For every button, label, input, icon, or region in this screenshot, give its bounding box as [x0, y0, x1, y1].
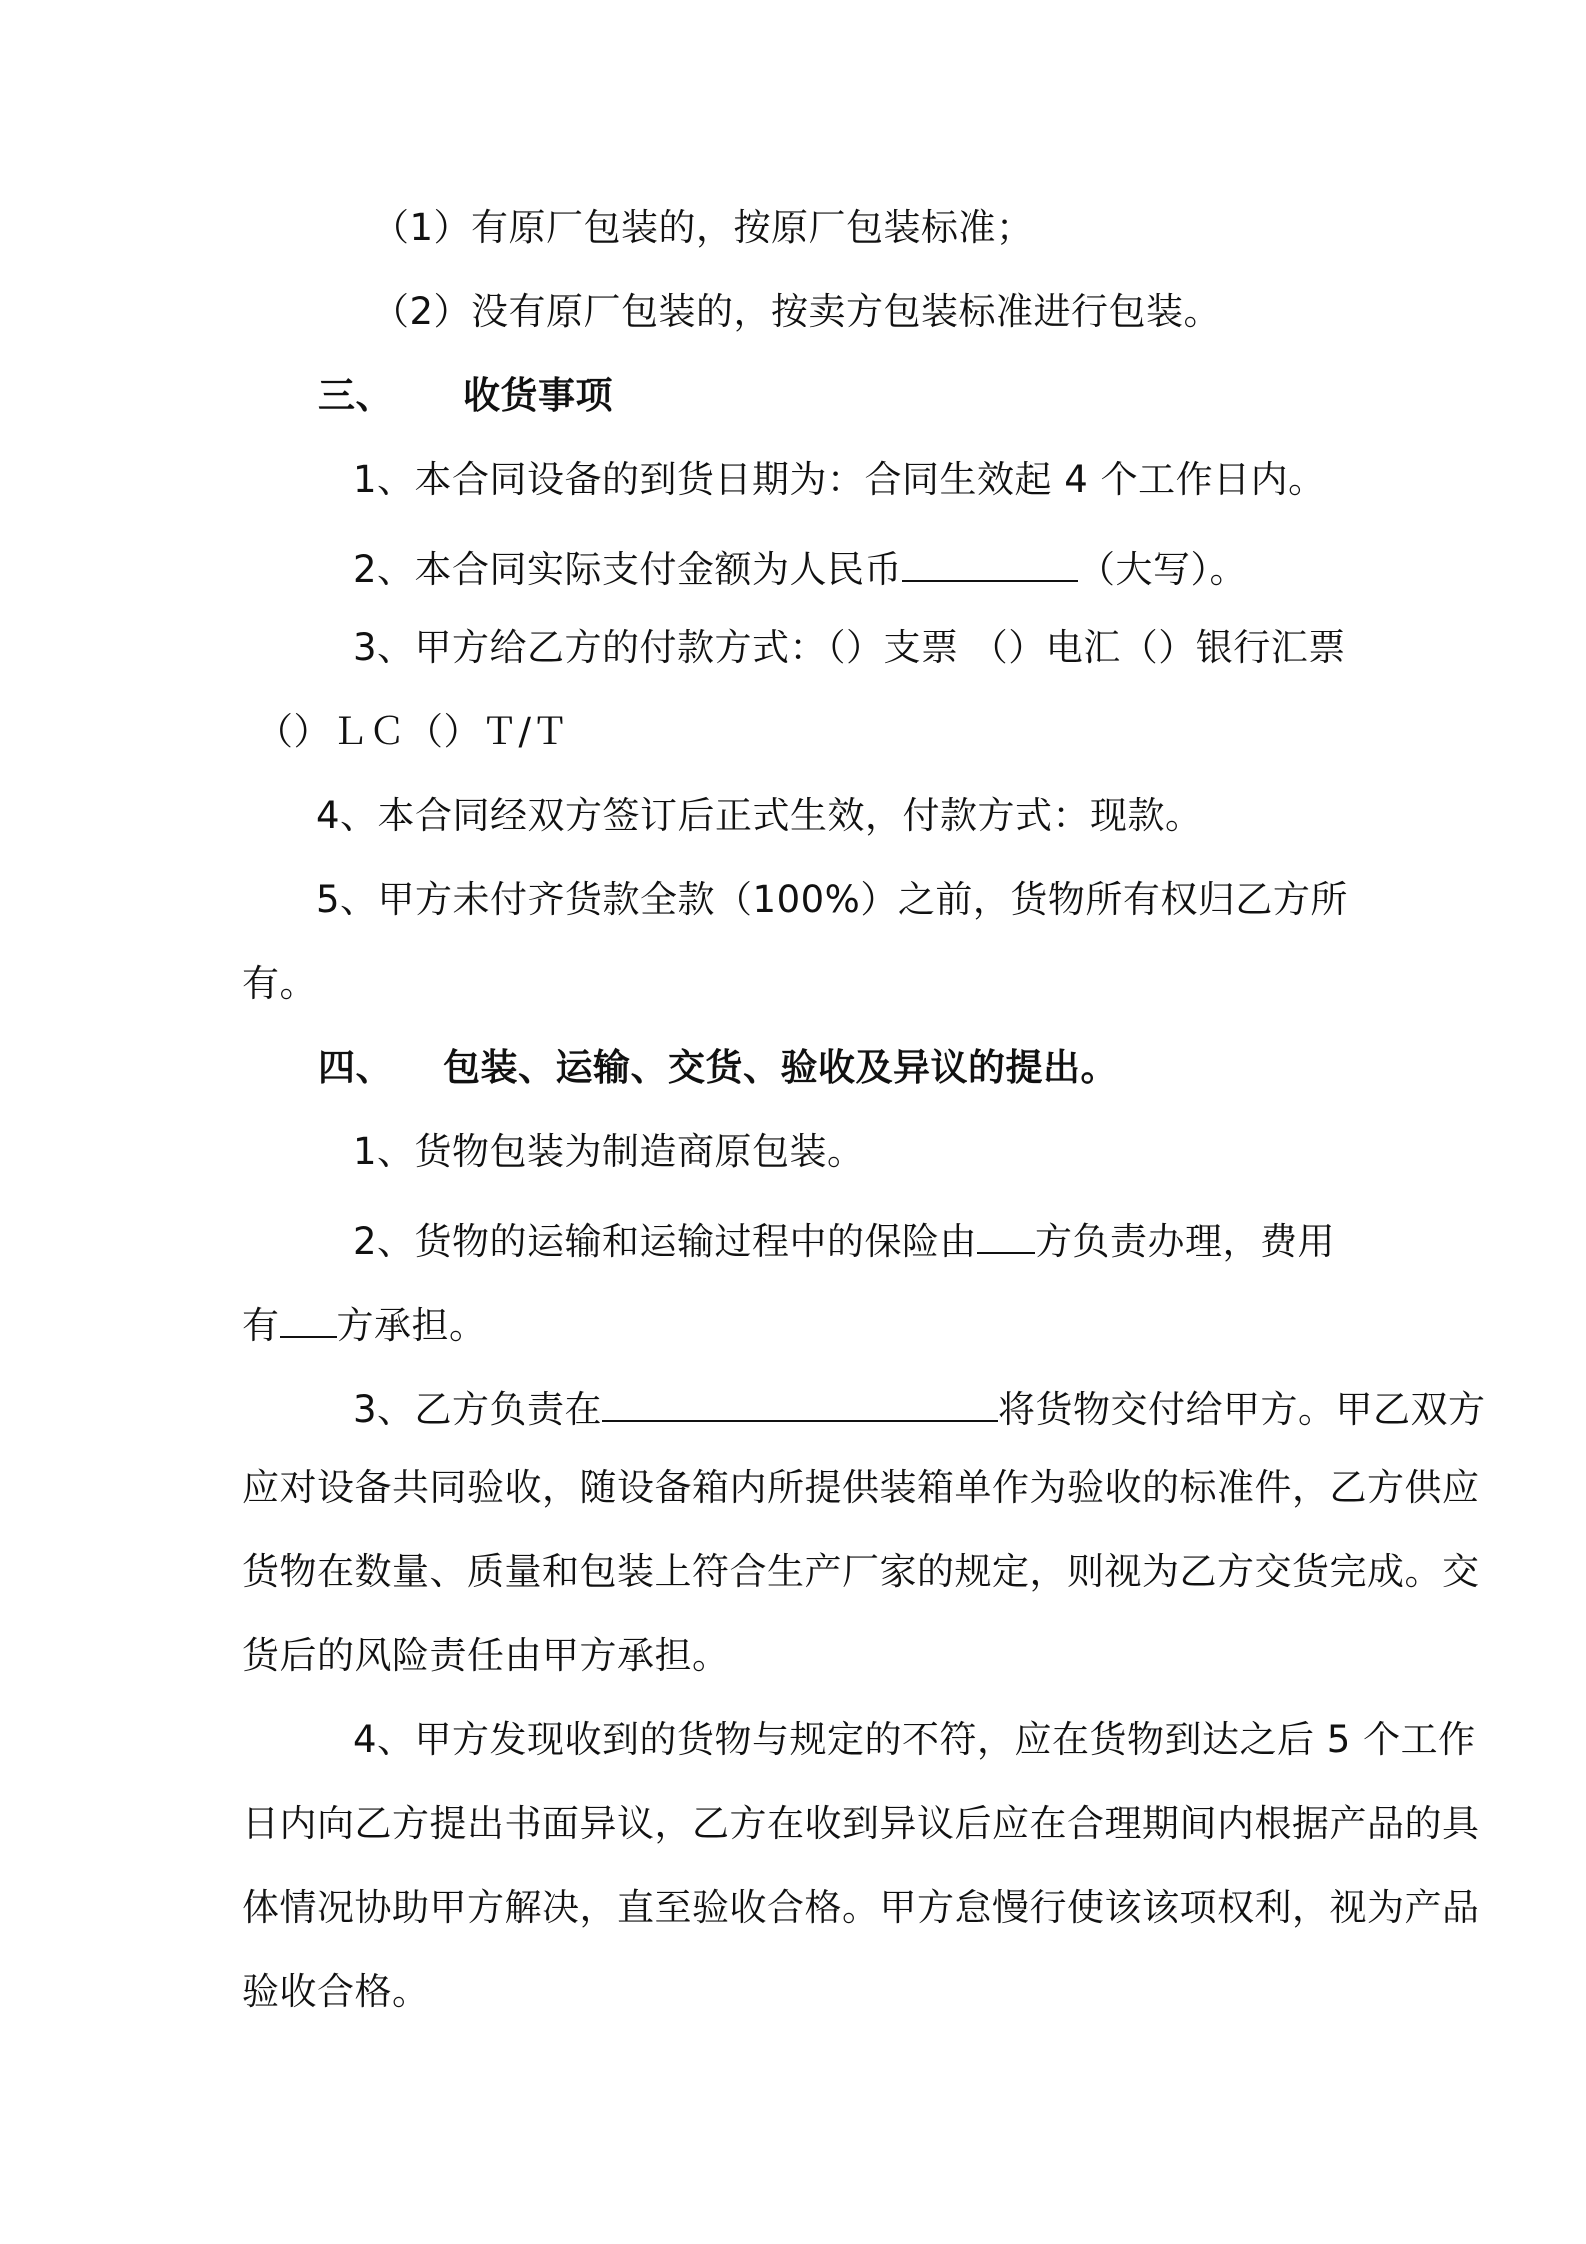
cost-party-blank[interactable]: [280, 1296, 337, 1338]
section-4-item-3-line-1: [353, 1380, 1486, 1434]
insurance-party-blank[interactable]: [977, 1212, 1035, 1254]
section-3-item-2: [353, 540, 1247, 594]
section-3-item-5-line-1: 5、甲方未付齐货款全款（100%）之前，货物所有权归乙方所: [316, 878, 1348, 921]
section-4-item-3-line-2: 应对设备共同验收，随设备箱内所提供装箱单作为验收的标准件，乙方供应: [242, 1466, 1480, 1509]
section-3-item-3-line-2: （）ＬＣ（）Ｔ/Ｔ: [256, 710, 569, 753]
section-3-number: 三、: [318, 374, 393, 417]
section-3-item-2-suffix: （大写）。: [1078, 548, 1248, 591]
section-4-item-3-prefix: 3、乙方负责在: [353, 1388, 603, 1431]
packaging-item-1: （1）有原厂包装的，按原厂包装标准；: [372, 206, 1034, 249]
section-4-item-2-line-1: [353, 1212, 1335, 1266]
section-4-item-2-cost-prefix: 有: [242, 1304, 280, 1347]
section-4-item-4-line-3: 体情况协助甲方解决，直至验收合格。甲方怠慢行使该该项权利，视为产品: [242, 1886, 1480, 1929]
section-3-item-2-text: 2、本合同实际支付金额为人民币: [353, 548, 903, 591]
section-4-item-1: 1、货物包装为制造商原包装。: [353, 1130, 865, 1173]
packaging-item-2: （2）没有原厂包装的，按卖方包装标准进行包装。: [372, 290, 1222, 333]
section-3-item-4: 4、本合同经双方签订后正式生效，付款方式：现款。: [316, 794, 1203, 837]
section-4-title: 包装、运输、交货、验收及异议的提出。: [443, 1046, 1118, 1089]
section-4-item-3-line-3: 货物在数量、质量和包装上符合生产厂家的规定，则视为乙方交货完成。交: [242, 1550, 1480, 1593]
section-4-item-4-line-4: 验收合格。: [242, 1970, 430, 2013]
section-4-item-2-suffix: 方负责办理，费用: [1035, 1220, 1336, 1263]
section-4-item-3-line-4: 货后的风险责任由甲方承担。: [242, 1634, 730, 1677]
section-4-heading: [318, 1044, 1118, 1092]
section-4-item-2-text: 2、货物的运输和运输过程中的保险由: [353, 1220, 978, 1263]
section-4-item-2-cost-suffix: 方承担。: [336, 1304, 487, 1347]
section-4-number: 四、: [318, 1046, 393, 1089]
delivery-location-blank[interactable]: [602, 1380, 998, 1422]
amount-blank[interactable]: [902, 540, 1078, 582]
section-3-item-5-line-2: 有。: [242, 962, 317, 1005]
section-4-item-4-line-2: 日内向乙方提出书面异议，乙方在收到异议后应在合理期间内根据产品的具: [242, 1802, 1480, 1845]
section-4-item-4-line-1: 4、甲方发现收到的货物与规定的不符，应在货物到达之后 5 个工作: [353, 1718, 1476, 1761]
section-3-item-1: 1、本合同设备的到货日期为：合同生效起 4 个工作日内。: [353, 458, 1326, 501]
section-3-title: 收货事项: [463, 374, 613, 417]
section-3-heading: [318, 372, 613, 420]
section-3-item-3-line-1: 3、甲方给乙方的付款方式：（）支票 （）电汇（）银行汇票: [353, 626, 1346, 669]
section-4-item-3-suffix: 将货物交付给甲方。甲乙双方: [998, 1388, 1486, 1431]
section-4-item-2-line-2: [242, 1296, 487, 1350]
